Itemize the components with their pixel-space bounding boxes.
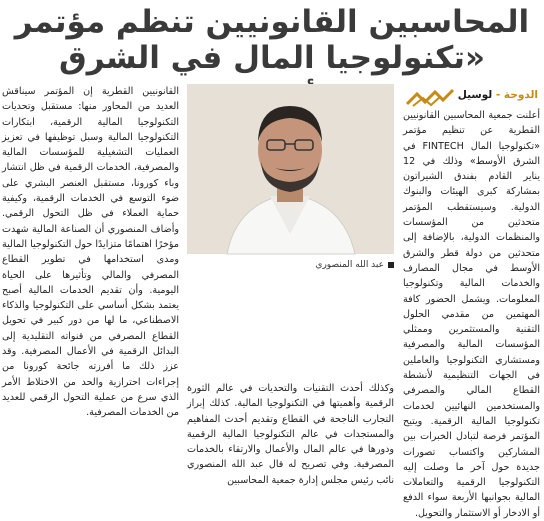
headline [0,2,544,78]
article-text-left: القانونيين القطرية إن المؤتمر سيناقش العديد من المحاور منها: مستقبل وتحديات التكنولوجيا المالية الرقمية، ابتكارات التكنولوجيا المالية وسبل توظيفها في تعزيز العمليات التشغيلية للمؤسسات المالية والمصرفية، الخدمات الرقمية في ظل انتشار وباء كورونا، مستقبل العنصر البشري على ضوء التوسع في الخدمات الرقمية، وكيفية حماية العملاء في ظل التحول الرقمي. وأضاف المنصوري أن الصناعة المالية شهدت مؤخرًا اهتمامًا متزايدًا حول التكنولوجيا المالية ومدى استخدامها في تطوير القطاع المصرفي والمالي وتأثيرها على الحياة اليومية. وأن تقديم الخدمات المالية أصبح يعتمد بشكل أساسي على التكنولوجيا والذكاء الاصطناعي، ما لها من دور كبير في تحويل القطاع المصرفي من قنواته التقليدية إلى البدائل الرقمية في الأعمال المصرفية. وقد عزز ذلك ما أفرزته جائحة كورونا من إجراءات احترازية والحد من الاختلاط الأمر الذي سرع من عملية التحول الرقمي للعديد من الخدمات المصرفية. [2,86,179,419]
article-column-right [403,108,540,519]
newspaper-logo-icon [403,86,463,108]
dateline-city-2: لوسيل [457,89,493,101]
headline-line-2: «تكنولوجيا المال في الشرق [59,40,485,76]
article-photo [187,84,394,254]
dateline-city [458,89,538,101]
dateline [403,86,540,106]
article-column-middle [187,381,394,486]
photo-caption [187,258,394,272]
caption-square-icon [388,262,394,268]
dateline-separator: - [492,89,504,101]
headline-line-1: المحاسبين القانونيين تنظم مؤتمر [14,4,530,40]
article-text-middle: وكذلك أحدث التقنيات والتحديات في عالم الثورة الرقمية وأهميتها في التكنولوجيا المالية. كذلك إبراز التجارب الناجحة في القطاع وتقديم أحدث المفاهيم والمستجدات في عالم التكنولوجيا المالية الرقمية ودورها في عالم المال والأعمال والارتقاء بالخدمات المصرفية. وفي تصريح له قال عبد الله المنصوري نائب رئيس مجلس إدارة جمعية المحاسبين [187,383,394,486]
article-text-right: أعلنت جمعية المحاسبين القانونيين القطرية عن تنظيم مؤتمر «تكنولوجيا المال FINTECH في الشرق الأوسط» وذلك في 12 يناير القادم بفندق الشيراتون بمشاركة كبرى الهيئات والبنوك الدولية. وسيستقطب المؤتمر متحدثين من المؤسسات والمنظمات الدولية، بالإضافة إلى متحدثين من دولة قطر والشرق الأوسط في مجال المصارف والخدمات المالية وتكنولوجيا المعلومات. ويشمل الحضور كافة المهتمين من مقدمي الحلول التقنية والمستثمرين وممثلي المؤسسات المالية والمصرفية ومستشاري التكنولوجيا والعاملين في الجهات التنظيمية لأنشطة القطاع المالي والمصرفي والمستخدمين النهائيين لخدمات تكنولوجيا المالية الرقمية. ويتيح المؤتمر فرصة لتبادل الخبرات بين المشاركين واكتساب تصورات جديدة حول آخر ما وصلت إليه التكنولوجيا الرقمية والتعاملات المالية بجوانبها الأربعة سواء الدفع أو الادخار أو الاستثمار والتحويل. [403,110,540,519]
article-column-left [2,84,179,452]
photo-caption-text: عبد الله المنصوري [315,260,384,270]
portrait-image [187,84,394,254]
dateline-city-1: الدوحة [503,89,538,101]
